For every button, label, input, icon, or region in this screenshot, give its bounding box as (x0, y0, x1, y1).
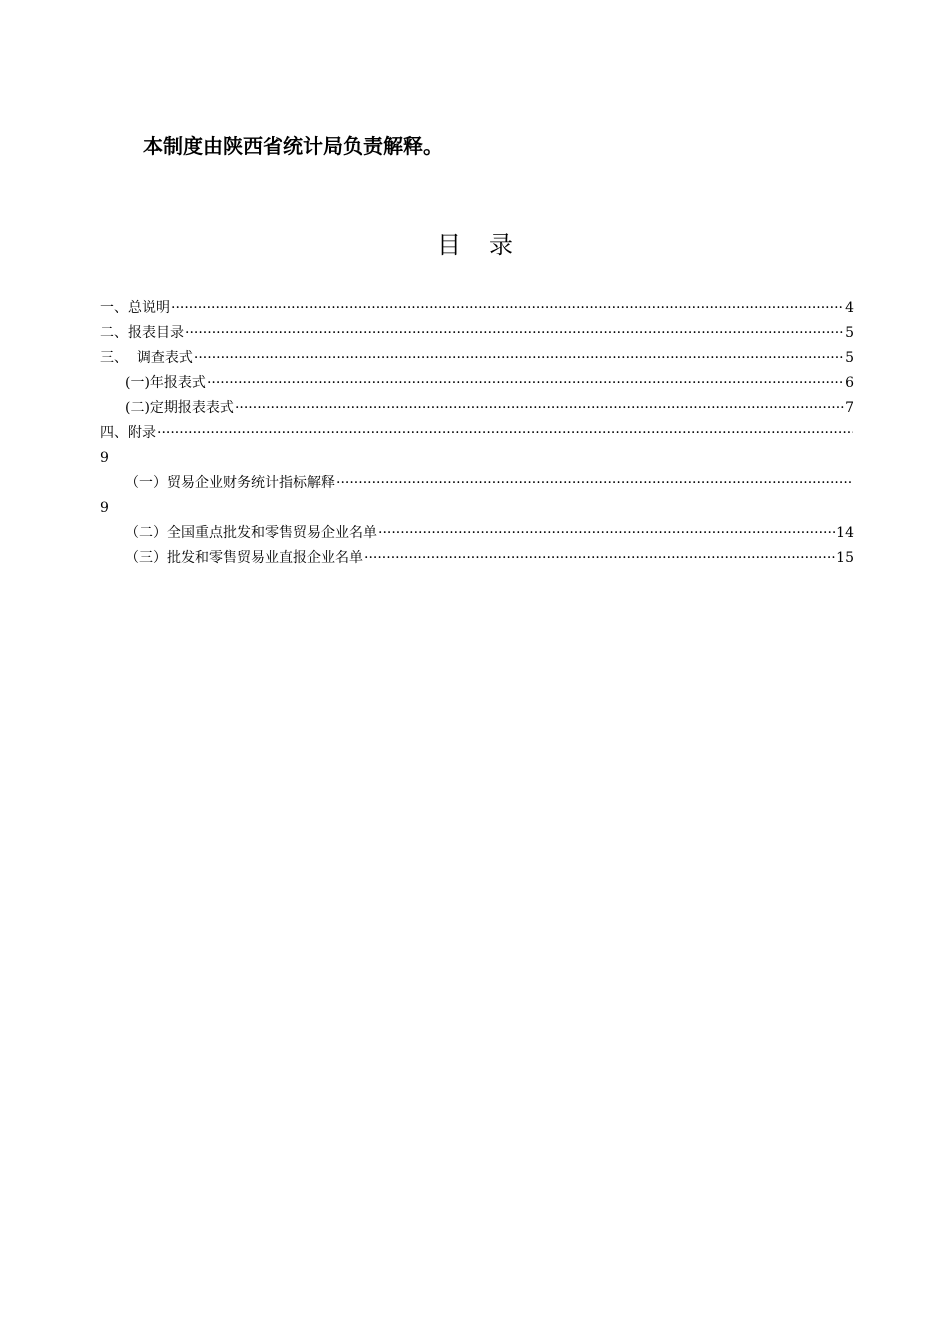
table-of-contents (100, 296, 854, 571)
toc-entry-page-wrapped: 9 (100, 450, 109, 466)
toc-entry-label: (二)定期报表表式 (125, 400, 234, 416)
toc-entry-survey-forms[interactable] (100, 346, 854, 371)
toc-entry-label: （三）批发和零售贸易业直报企业名单 (125, 550, 363, 566)
toc-leader-dots (364, 546, 835, 571)
toc-entry-label: （一）贸易企业财务统计指标解释 (125, 475, 335, 491)
toc-entry-appendix[interactable] (100, 421, 854, 446)
toc-heading-char-1: 目 (437, 231, 489, 259)
toc-entry-direct-report-enterprises[interactable] (100, 546, 854, 571)
statement-text: 本制度由陕西省统计局负责解释。 (143, 134, 443, 158)
toc-entry-report-catalog[interactable] (100, 321, 854, 346)
toc-entry-label: （二）全国重点批发和零售贸易企业名单 (125, 525, 377, 541)
toc-leader-dots (185, 321, 844, 346)
toc-entry-page: 4 (845, 300, 854, 316)
toc-leader-dots (207, 371, 844, 396)
toc-heading-char-2: 录 (489, 231, 541, 259)
toc-leader-dots (171, 296, 844, 321)
toc-entry-label: 三、 调查表式 (100, 350, 193, 366)
toc-entry-annual-forms[interactable] (100, 371, 854, 396)
toc-leader-dots (194, 346, 844, 371)
toc-entry-page: 14 (836, 525, 854, 541)
toc-entry-label: (一)年报表式 (125, 375, 206, 391)
toc-entry-periodic-forms[interactable] (100, 396, 854, 421)
toc-entry-label: 二、报表目录 (100, 325, 184, 341)
toc-leader-dots (378, 521, 835, 546)
toc-leader-dots (157, 421, 853, 446)
toc-entry-page: 5 (845, 325, 854, 341)
toc-entry-page: 15 (836, 550, 854, 566)
toc-heading (0, 228, 950, 262)
toc-entry-financial-indicators[interactable] (100, 471, 854, 496)
toc-entry-label: 一、总说明 (100, 300, 170, 316)
toc-entry-page: 6 (845, 375, 854, 391)
toc-entry-page-wrapped: 9 (100, 500, 109, 516)
toc-leader-dots (235, 396, 844, 421)
toc-leader-dots (336, 471, 853, 496)
toc-entry-page: 7 (845, 400, 854, 416)
toc-entry-page: 5 (845, 350, 854, 366)
toc-entry-label: 四、附录 (100, 425, 156, 441)
toc-entry-general-notes[interactable] (100, 296, 854, 321)
toc-entry-national-key-enterprises[interactable] (100, 521, 854, 546)
